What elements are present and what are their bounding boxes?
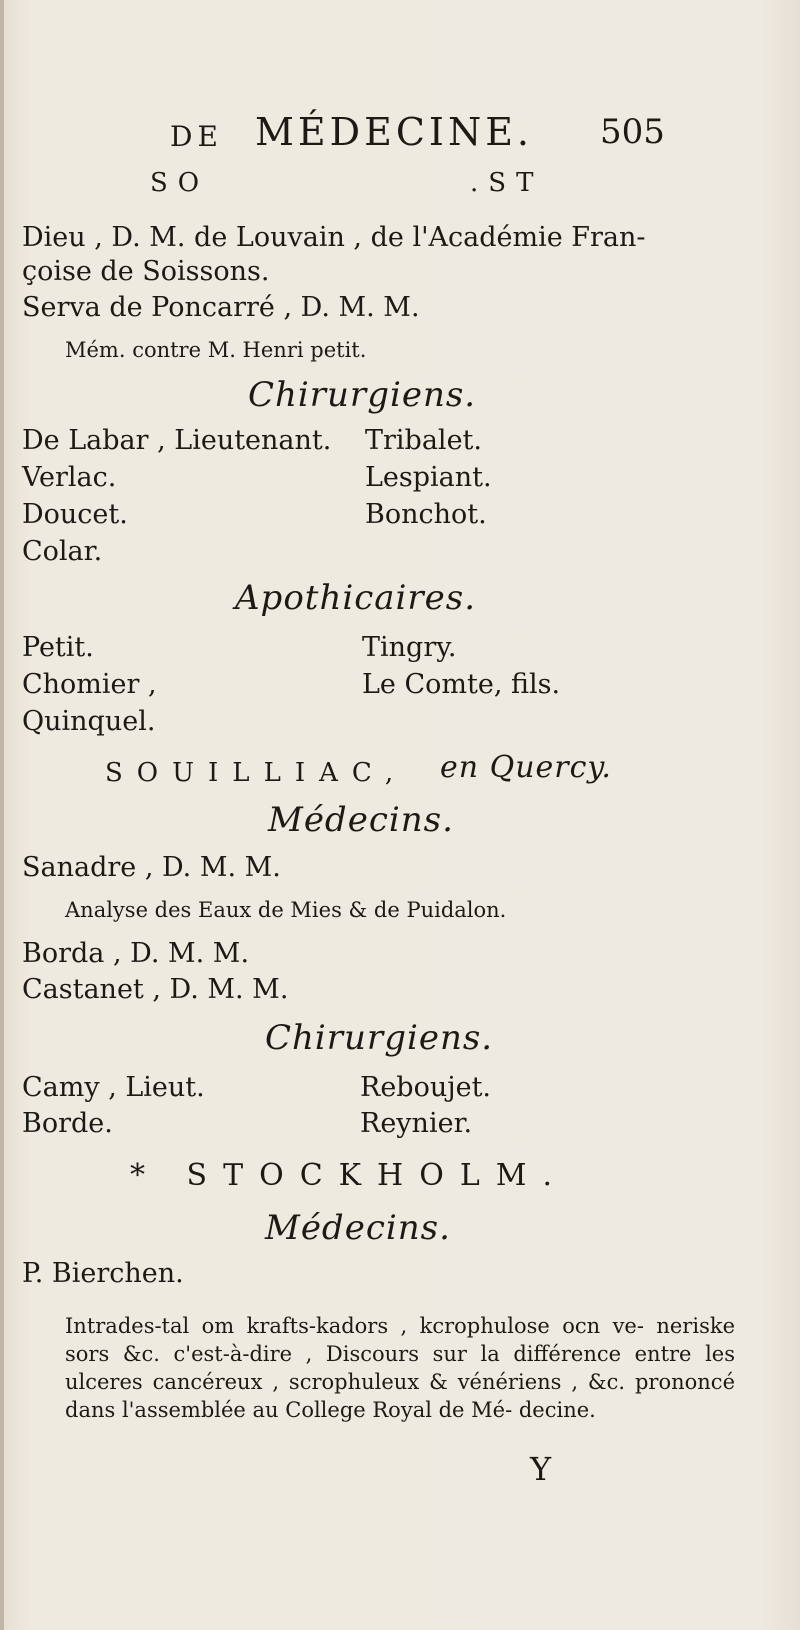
apothicaire-name: Petit. [22,632,94,663]
entry-dieu: Dieu , D. M. de Louvain , de l'Académie Fran- [22,222,646,253]
chirurgien-name: Reynier. [360,1108,473,1139]
footnote-work: Intrades-tal om krafts-kadors , kcrophulose ocn ve- neriske sors &c. c'est-à-dire , Discours sur la différence entre les ulceres cancéreux , scrophuleux & vénériens , &c. prononcé dans l'assemblée au College Royal de Mé- decine. [65,1314,735,1422]
section-heading-medecins: Médecins. [268,800,454,840]
medecin-work: Analyse des Eaux de Mies & de Puidalon. [65,898,507,922]
running-title: MÉDECINE. [255,110,534,154]
running-title-prefix: DE [170,120,223,153]
signature-mark: Y [530,1450,552,1488]
chirurgien-name: Lespiant. [365,462,492,493]
chirurgien-name: Tribalet. [365,425,482,456]
chirurgien-name: Doucet. [22,499,128,530]
chirurgien-name: Reboujet. [360,1072,492,1103]
chirurgien-name: De Labar , Lieutenant. [22,425,332,456]
city-heading-souilliac: SOUILLIAC, [105,758,408,788]
page-number: 505 [600,112,665,152]
city-heading-stockholm: * STOCKHOLM. [130,1158,568,1193]
page-edge [0,0,4,1630]
section-heading-medecins: Médecins. [265,1208,451,1248]
apothicaire-name: Chomier , [22,669,157,700]
medecin-name: Borda , D. M. M. [22,938,250,969]
apothicaire-name: Tingry. [362,632,457,663]
city-place: en Quercy. [440,750,612,785]
chirurgien-name: Bonchot. [365,499,487,530]
medecin-name: Castanet , D. M. M. [22,974,289,1005]
section-heading-apothicaires: Apothicaires. [235,578,477,618]
chirurgien-name: Borde. [22,1108,113,1139]
apothicaire-name: Quinquel. [22,706,156,737]
entry-serva: Serva de Poncarré , D. M. M. [22,292,420,323]
section-heading-chirurgiens: Chirurgiens. [248,375,477,415]
subhead-right: .ST [470,168,544,198]
subhead-left: SO [150,168,210,198]
apothicaire-name: Le Comte, fils. [362,669,561,700]
medecin-name: Sanadre , D. M. M. [22,852,281,883]
section-heading-chirurgiens: Chirurgiens. [265,1018,494,1058]
chirurgien-name: Colar. [22,536,103,567]
chirurgien-name: Verlac. [22,462,117,493]
entry-serva-work: Mém. contre M. Henri petit. [65,338,367,362]
chirurgien-name: Camy , Lieut. [22,1072,205,1103]
medecin-name: P. Bierchen. [22,1258,184,1289]
entry-dieu-cont: çoise de Soissons. [22,256,270,287]
